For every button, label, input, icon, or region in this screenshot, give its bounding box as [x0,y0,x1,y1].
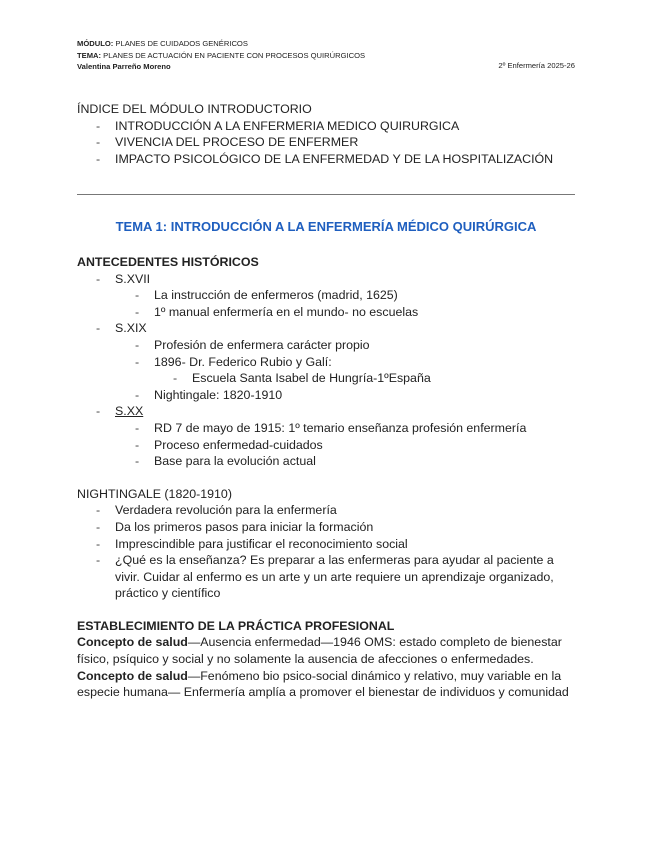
document-body [77,254,575,701]
index-item: - VIVENCIA DEL PROCESO DE ENFERMER [77,134,553,151]
module-index [77,101,553,167]
index-item: - IMPACTO PSICOLÓGICO DE LA ENFERMEDAD Y DE LA HOSPITALIZACIÓN [77,151,553,168]
list-item: - ¿Qué es la enseñanza? Es preparar a las enfermeras para ayudar al paciente a vivir. Cuidar al enfermo es un arte y un arte requiere un aprendizaje organizado, práctico y científico [77,552,575,602]
list-item: - Verdadera revolución para la enfermería [77,502,575,519]
antecedentes-title: ANTECEDENTES HISTÓRICOS [77,255,259,269]
concept-paragraph: Concepto de salud—Fenómeno bio psico-social dinámico y relativo, muy variable en la especie humana— Enfermería amplía a promover el bienestar de individuos y comunidad [77,668,569,700]
tema-title: TEMA 1: INTRODUCCIÓN A LA ENFERMERÍA MÉDICO QUIRÚRGICA [115,219,537,234]
list-item: - 1º manual enfermería en el mundo- no escuelas [77,304,575,321]
header-course: 2º Enfermería 2025-26 [498,61,575,70]
list-item: - Escuela Santa Isabel de Hungría-1ºEspaña [77,370,575,387]
horizontal-divider [77,194,575,195]
list-item: - Base para la evolución actual [77,453,575,470]
list-item: - 1896- Dr. Federico Rubio y Galí: [77,354,575,371]
list-item: - RD 7 de mayo de 1915: 1º temario enseñanza profesión enfermería [77,420,575,437]
list-item: - Imprescindible para justificar el reconocimiento social [77,536,575,553]
list-item: - Profesión de enfermera carácter propio [77,337,575,354]
header-modulo: MÓDULO: PLANES DE CUIDADOS GENÉRICOS [77,39,248,48]
header-author: Valentina Parreño Moreno [77,62,171,72]
list-item: - Da los primeros pasos para iniciar la formación [77,519,575,536]
century-item: - S.XIX [77,320,575,337]
index-item: - INTRODUCCIÓN A LA ENFERMERIA MEDICO QUIRURGICA [77,118,553,135]
nightingale-title: NIGHTINGALE (1820-1910) [77,486,232,501]
header-tema: TEMA: PLANES DE ACTUACIÓN EN PACIENTE CON PROCESOS QUIRÚRGICOS [77,50,366,60]
document-header [77,38,365,73]
index-title: ÍNDICE DEL MÓDULO INTRODUCTORIO [77,102,312,116]
list-item: - La instrucción de enfermeros (madrid, 1625) [77,287,575,304]
century-item: - S.XX [77,403,575,420]
century-item: - S.XVII [77,271,575,288]
establecimiento-title: ESTABLECIMIENTO DE LA PRÁCTICA PROFESIONAL [77,618,395,633]
concept-paragraph: Concepto de salud—Ausencia enfermedad—1946 OMS: estado completo de bienestar físico, psíquico y social y no solamente la ausencia de afecciones o enfermedades. [77,635,562,667]
list-item: - Nightingale: 1820-1910 [77,387,575,404]
list-item: - Proceso enfermedad-cuidados [77,437,575,454]
index-list [77,118,553,168]
